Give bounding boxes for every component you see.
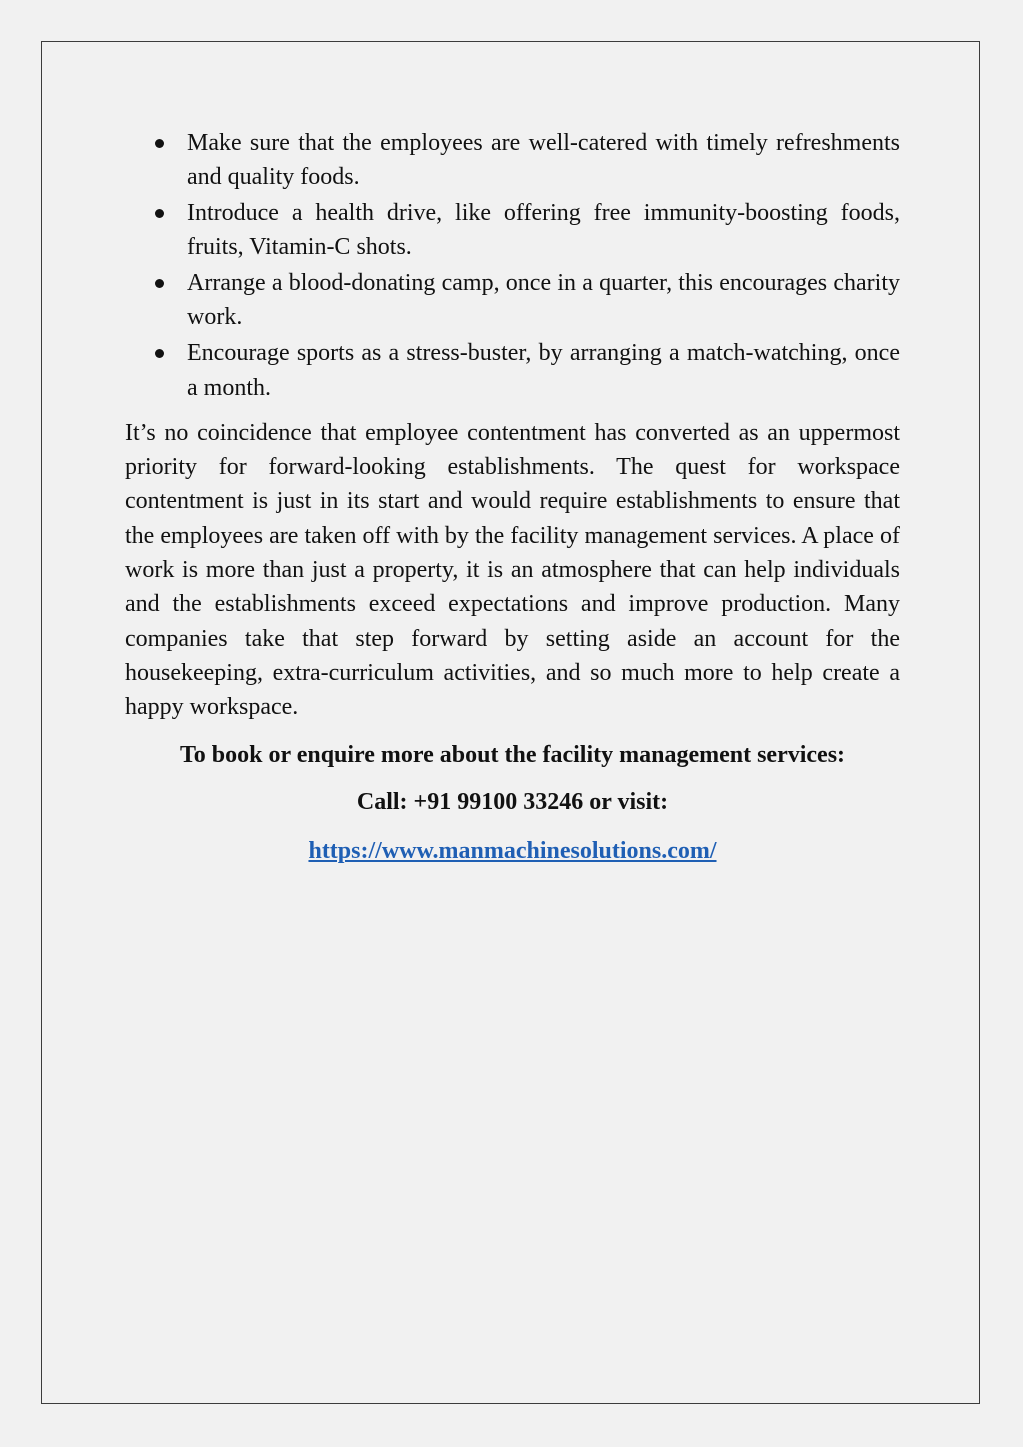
body-paragraph: It’s no coincidence that employee contentment has converted as an uppermost priority for forward-looking establishments. The quest for workspace contentment is just in its start and would require establishments to ensure that the employees are taken off with by the facility management services. A place of work is more than just a property, it is an atmosphere that can help individuals and the establishments exceed expectations and improve production. Many companies take that step forward by setting aside an account for the housekeeping, extra-curriculum activities, and so much more to help create a happy workspace. (125, 419, 900, 721)
list-item (187, 266, 900, 335)
cta-heading: To book or enquire more about the facility management services: (179, 741, 846, 768)
bullet-text: Make sure that the employees are well-catered with timely refreshments and quality foods. (187, 130, 900, 191)
list-item (187, 336, 900, 405)
bullet-text: Encourage sports as a stress-buster, by arranging a match-watching, once a month. (187, 340, 900, 401)
website-link[interactable]: https://www.manmachinesolutions.com/ (308, 838, 717, 865)
list-item (187, 196, 900, 265)
page-content (125, 126, 900, 868)
bullet-icon (155, 279, 164, 288)
list-item (187, 126, 900, 195)
website-line (125, 834, 900, 868)
bullet-icon (155, 209, 164, 218)
document-page (41, 41, 980, 1404)
bullet-icon (155, 139, 164, 148)
bullet-icon (155, 349, 164, 358)
bullet-text: Arrange a blood-donating camp, once in a quarter, this encourages charity work. (187, 270, 900, 331)
bullet-list (125, 126, 900, 405)
call-line: Call: +91 99100 33246 or visit: (356, 788, 669, 815)
bullet-text: Introduce a health drive, like offering free immunity-boosting foods, fruits, Vitamin-C shots. (187, 200, 900, 261)
